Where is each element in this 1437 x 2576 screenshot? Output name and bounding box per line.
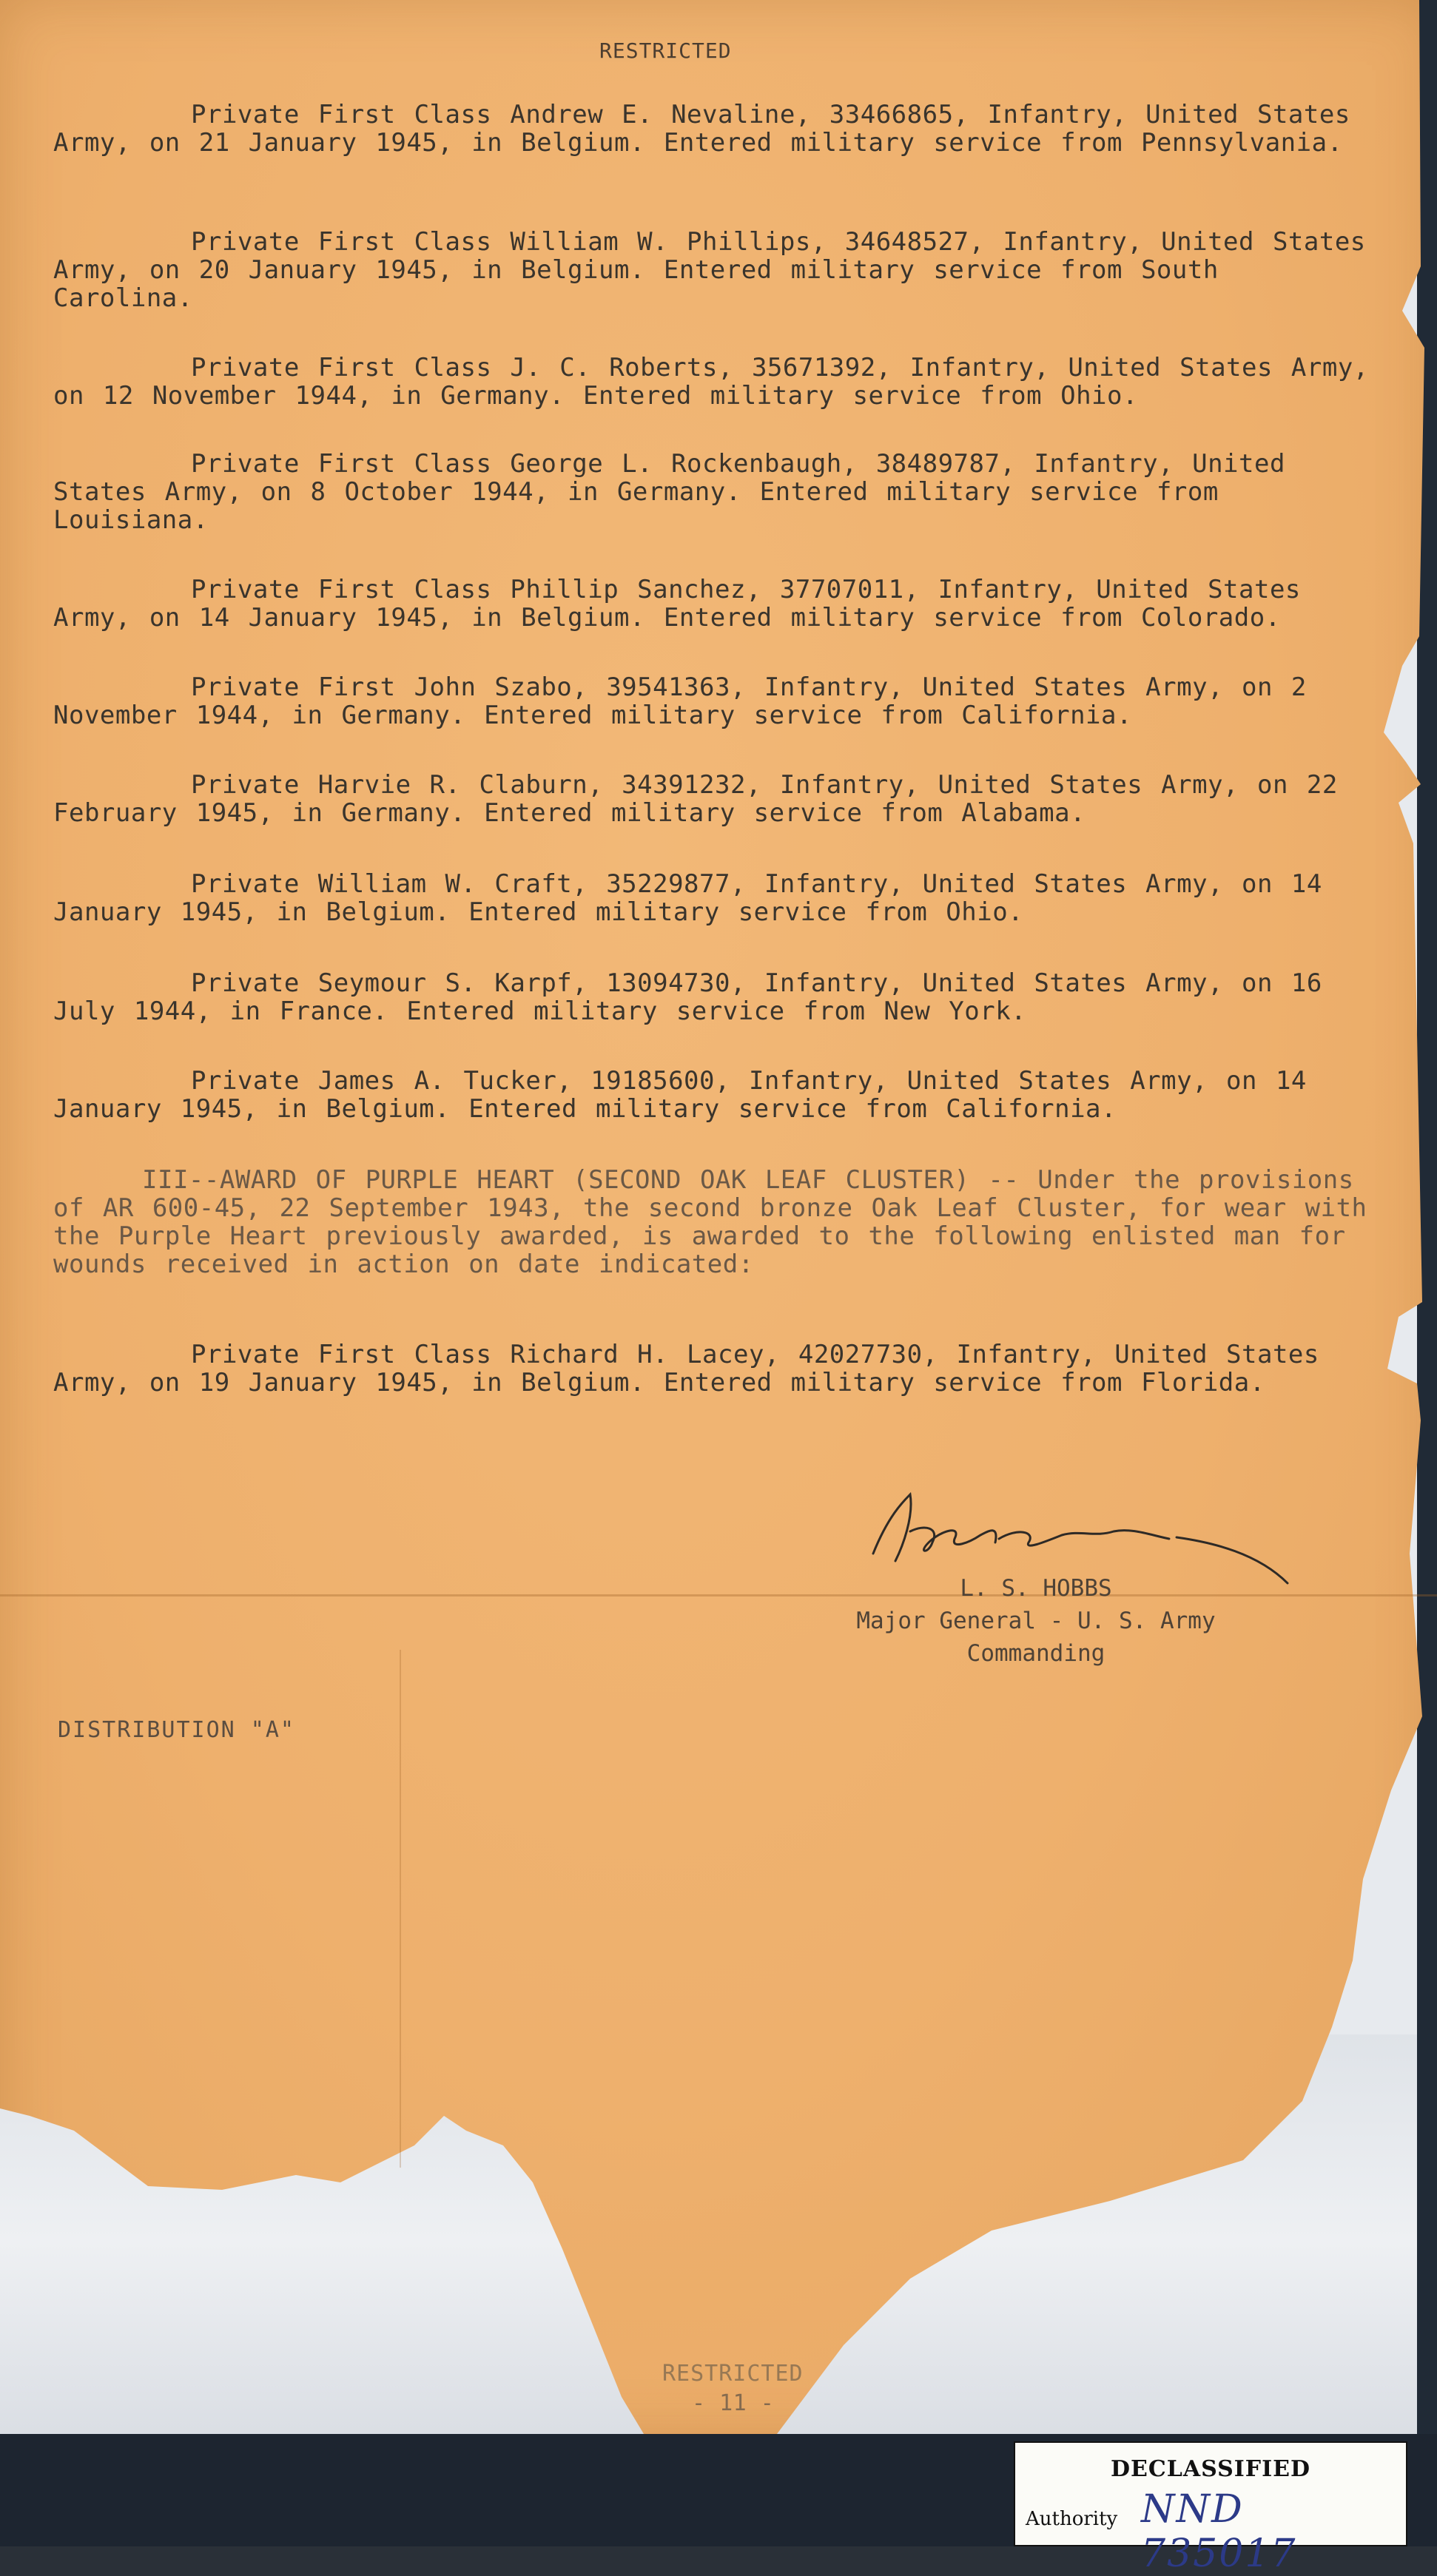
entry-9: Private Seymour S. Karpf, 13094730, Infantry, United States Army, on 16 July 1944, in France. Entered military service from New York. bbox=[53, 968, 1322, 1026]
page-number: - 11 - bbox=[692, 2390, 775, 2416]
stamp-title: DECLASSIFIED bbox=[1110, 2456, 1311, 2482]
entry-8: Private William W. Craft, 35229877, Infantry, United States Army, on 14 January 1945, in Belgium. Entered military service from Ohio. bbox=[53, 869, 1322, 927]
distribution-line: DISTRIBUTION "A" bbox=[58, 1717, 295, 1743]
entry-5: Private First Class Phillip Sanchez, 37707011, Infantry, United States Army, on 14 January 1945, in Belgium. Entered military service from Colorado. bbox=[53, 575, 1301, 633]
entry-4: Private First Class George L. Rockenbaugh, 38489787, Infantry, United States Army, on 8 October 1944, in Germany. Entered military service from Louisiana. bbox=[53, 449, 1285, 535]
classification-header: RESTRICTED bbox=[599, 38, 732, 63]
entry-2: Private First Class William W. Phillips, 34648527, Infantry, United States Army, on 20 January 1945, in Belgium. Entered military service from South Carolina. bbox=[53, 227, 1366, 313]
signatory-rank: Major General - U. S. Army bbox=[856, 1608, 1216, 1634]
signatory-role: Commanding bbox=[966, 1640, 1105, 1667]
section-iii-heading: III--AWARD OF PURPLE HEART (SECOND OAK LEAF CLUSTER) -- Under the provisions of AR 600-45, 22 September 1943, the second bronze Oak Leaf Cluster, for wear with the Purple Heart previously awarded, is awarded to the following enlisted man for wounds received in action on date indicated: bbox=[53, 1165, 1367, 1279]
entry-1: Private First Class Andrew E. Nevaline, 33466865, Infantry, United States Army, on 21 January 1945, in Belgium. Entered military service from Pennsylvania. bbox=[53, 100, 1350, 158]
page-crease bbox=[400, 1650, 401, 2168]
section-iii-entry: Private First Class Richard H. Lacey, 42027730, Infantry, United States Army, on 19 January 1945, in Belgium. Entered military service from Florida. bbox=[53, 1340, 1319, 1397]
footer-classification: RESTRICTED bbox=[662, 2361, 804, 2387]
stamp-authority-label: Authority bbox=[1026, 2508, 1118, 2530]
signature-block bbox=[770, 1487, 1302, 1670]
entry-7: Private Harvie R. Claburn, 34391232, Infantry, United States Army, on 22 February 1945, in Germany. Entered military service from Alabama. bbox=[53, 770, 1338, 828]
entry-6: Private First John Szabo, 39541363, Infantry, United States Army, on 2 November 1944, in Germany. Entered military service from California. bbox=[53, 672, 1307, 730]
stamp-authority-value: NND 735017 bbox=[1141, 2487, 1297, 2576]
signatory-name: L. S. HOBBS bbox=[960, 1575, 1112, 1602]
entry-3: Private First Class J. C. Roberts, 35671392, Infantry, United States Army, on 12 November 1944, in Germany. Entered military service from Ohio. bbox=[53, 353, 1369, 411]
declassified-stamp bbox=[1014, 2441, 1407, 2576]
entry-10: Private James A. Tucker, 19185600, Infantry, United States Army, on 14 January 1945, in Belgium. Entered military service from California. bbox=[53, 1066, 1307, 1124]
